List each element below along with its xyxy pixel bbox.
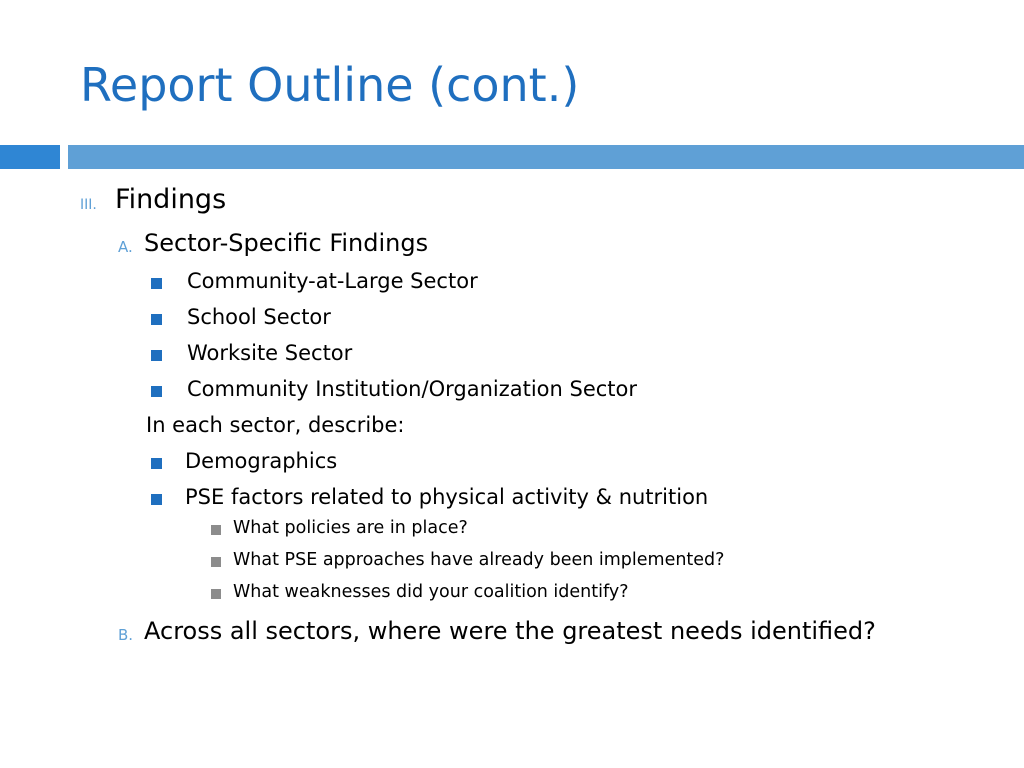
square-bullet-icon bbox=[151, 314, 162, 325]
list-item: Worksite Sector bbox=[187, 341, 353, 365]
greatest-needs-question: Across all sectors, where were the greatest needs identified? bbox=[144, 617, 876, 645]
list-item: School Sector bbox=[187, 305, 331, 329]
slide-title: Report Outline (cont.) bbox=[80, 58, 580, 112]
list-item: What policies are in place? bbox=[233, 518, 468, 538]
accent-bar-long bbox=[68, 145, 1024, 169]
describe-intro: In each sector, describe: bbox=[146, 413, 405, 437]
list-item: What weaknesses did your coalition identify? bbox=[233, 582, 629, 602]
list-item: Community-at-Large Sector bbox=[187, 269, 478, 293]
square-bullet-icon bbox=[151, 278, 162, 289]
square-bullet-icon bbox=[151, 386, 162, 397]
small-square-bullet-icon bbox=[211, 589, 221, 599]
square-bullet-icon bbox=[151, 458, 162, 469]
small-square-bullet-icon bbox=[211, 557, 221, 567]
sector-specific-findings: Sector-Specific Findings bbox=[144, 229, 429, 257]
findings-heading: Findings bbox=[115, 184, 227, 215]
alpha-marker-b: B. bbox=[118, 626, 134, 644]
roman-numeral-marker: III. bbox=[80, 197, 97, 213]
list-item: What PSE approaches have already been implemented? bbox=[233, 550, 725, 570]
list-item: Community Institution/Organization Sector bbox=[187, 377, 638, 401]
list-item: PSE factors related to physical activity & nutrition bbox=[185, 485, 709, 509]
small-square-bullet-icon bbox=[211, 525, 221, 535]
list-item: Demographics bbox=[185, 449, 338, 473]
alpha-marker-a: A. bbox=[118, 238, 133, 256]
square-bullet-icon bbox=[151, 494, 162, 505]
square-bullet-icon bbox=[151, 350, 162, 361]
accent-bar-short bbox=[0, 145, 60, 169]
